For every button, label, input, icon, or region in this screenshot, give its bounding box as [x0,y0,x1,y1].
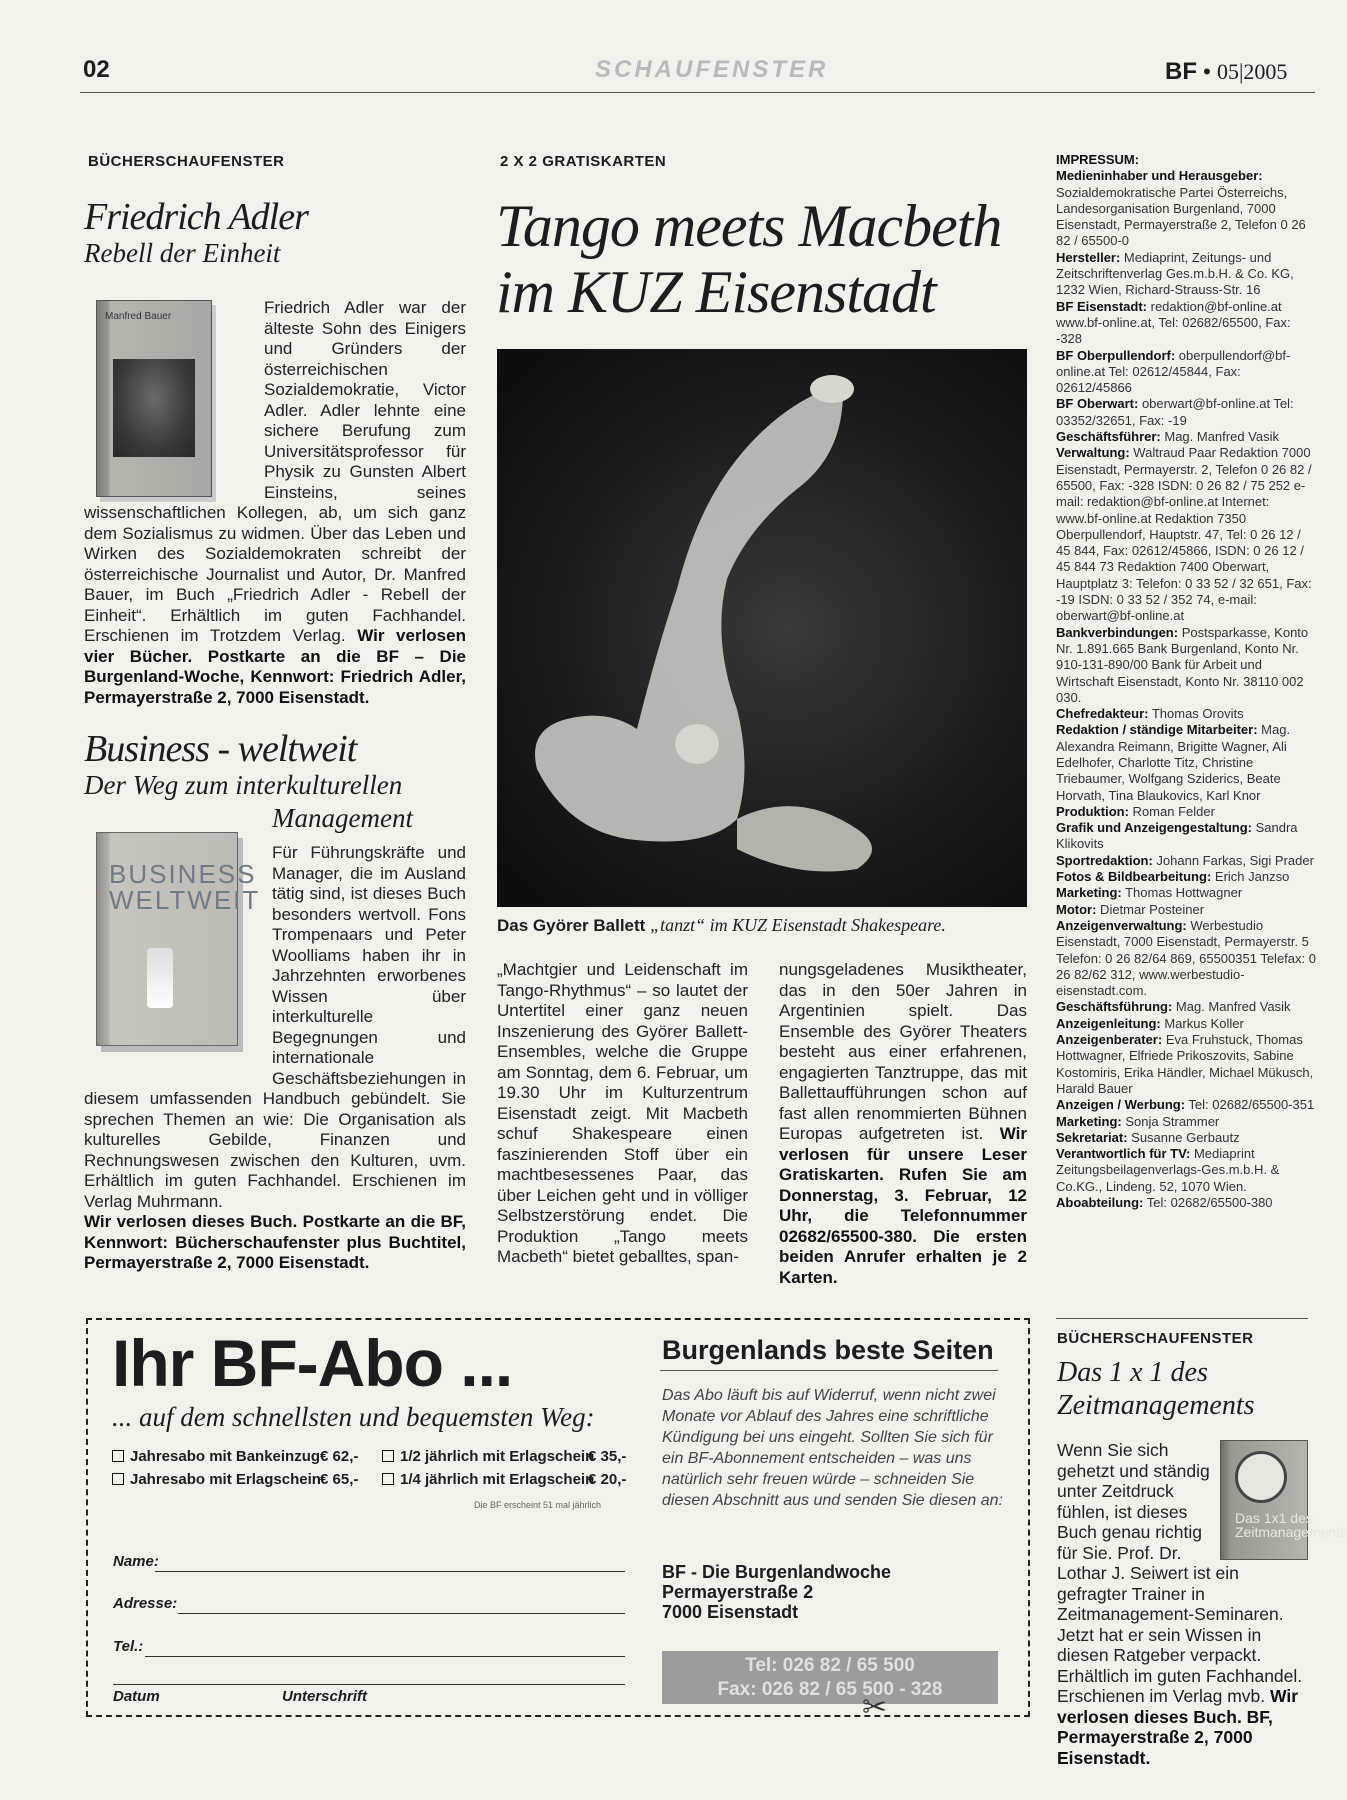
abo-heading-rule [660,1370,998,1371]
books-kicker: BÜCHERSCHAUFENSTER [88,153,285,170]
impressum-text: Eva Fruhstuck, Thomas Hottwagner, Elfriede Prikoszovits, Sabine Kostomiris, Erika Händler, Michael Mükusch, Harald Bauer [1056,1032,1314,1096]
checkbox[interactable] [112,1473,124,1485]
option-halbjaehrlich[interactable] [382,1448,594,1465]
impressum-text: Mag. Alexandra Reimann, Brigitte Wagner, Ali Edelhofer, Charlotte Titz, Christine Triebaumer, Wolfgang Sziderics, Beate Horvath, Tina Blaukovics, Karl Knor [1056,722,1291,803]
option-label: 1/2 jährlich mit Erlagschein [400,1448,595,1465]
impressum-text: Sonja Strammer [1121,1113,1220,1129]
address-line: 7000 Eisenstadt [662,1602,799,1622]
impressum-text: Waltraud Paar Redaktion 7000 Eisenstadt, Permayerstr. 2, Telefon 0 26 82 / 65500, Fax: -328 ISDN: 0 26 82 / 75 252 e-mail: redaktion@bf-online.at Internet: www.bf-online.at Redaktion 7350 Oberpullendorf, Hauptstr. 47, Tel: 0 26 12 / 45 844, Fax: 02612/45866, ISDN: 0 26 12 / 45 844 73 Redaktion 7400 Oberwart, Hauptplatz 3: Telefon: 0 33 52 / 32 651, Fax: -19 ISDN: 0 33 52 / 352 74, e-mail: oberwart@bf-online.at [1056,445,1312,624]
phone-field[interactable] [145,1656,625,1657]
address-label: Adresse: [113,1595,178,1612]
dancer-figure [497,349,1027,907]
impressum-entry [1056,445,1316,624]
impressum-label: Geschäftsführer: [1056,429,1161,445]
impressum-label: Hersteller: [1056,249,1121,265]
impressum-entry [1056,999,1316,1015]
issue-number: 05|2005 [1216,59,1288,84]
checkbox[interactable] [112,1450,124,1462]
impressum-text: oberpullendorf@bf-online.at Tel: 02612/45844, Fax: 02612/45866 [1056,347,1291,396]
impressum-text: Roman Felder [1128,803,1215,819]
dancer-photo [497,349,1027,907]
abo-contact-box [662,1651,998,1704]
abo-phone: Tel: 026 82 / 65 500 [745,1655,915,1676]
separator: • [1203,59,1211,84]
article-kicker: 2 X 2 GRATISKARTEN [500,153,667,170]
article-col-2-text: nungsgeladenes Musiktheater, das in den 50er Jahren in Argentinien spielt. Das Ensemble des Györer Theaters besteht aus einer erfahrenen, engagierten Tanztruppe, das mit Ballettaufführungen schon auf fast allen renommierten Bühnen Europas aufgetreten ist. [779,960,1027,1143]
impressum-entry [1056,853,1316,869]
book2-cover [96,832,261,1046]
impressum-text: oberwart@bf-online.at Tel: 03352/32651, Fax: -19 [1056,396,1294,428]
impressum-entry [1056,820,1316,853]
option-price: € 20,- [588,1471,627,1488]
issue-info [1165,58,1287,86]
book1-portrait [113,359,195,457]
abo-address [662,1562,891,1622]
scissors-icon: ✂ [862,1691,888,1724]
impressum-label: Anzeigenleitung: [1056,1015,1161,1031]
option-label: 1/4 jährlich mit Erlagschein [400,1471,595,1488]
impressum-entry [1056,1032,1316,1097]
impressum-text: Tel: 02682/65500-351 [1185,1097,1315,1113]
header-rule [80,92,1315,93]
impressum-label: Redaktion / ständige Mitarbeiter: [1056,722,1258,738]
impressum-entry [1056,885,1316,901]
impressum-text: Susanne Gerbautz [1127,1129,1240,1145]
address-line: BF - Die Burgenlandwoche [662,1562,892,1582]
impressum-text: Mag. Manfred Vasik [1172,999,1291,1015]
photo-caption [497,915,946,936]
impressum-text: Werbestudio Eisenstadt, 7000 Eisenstadt, Permayerstr. 5 Telefon: 0 26 82/64 869, 65500351 Telefax: 0 26 82/62 312, www.werbestudio-eisenstadt.com. [1056,917,1316,999]
address-field[interactable] [178,1613,625,1614]
signature-field[interactable] [113,1684,625,1685]
impressum-entry [1056,918,1316,999]
impressum-entry [1056,869,1316,885]
option-price: € 62,- [320,1448,359,1465]
article-contest: Wir verlosen für unsere Leser Gratiskarten. Rufen Sie am Donnerstag, 3. Februar, 12 Uhr, die Telefonnummer 02682/65500-380. Die ersten beiden Anrufer erhalten je 2 Karten. [779,1124,1027,1287]
option-price: € 35,- [588,1448,627,1465]
impressum-text: Mediaprint Zeitungsbeilagenverlags-Ges.m.b.H. & Co.KG., Lindeng. 52, 1070 Wien. [1056,1146,1280,1194]
impressum-text: Markus Koller [1160,1015,1244,1031]
book2-subtitle: Der Weg zum interkulturellen [84,770,403,800]
impressum-text: Thomas Orovits [1148,706,1244,722]
impressum-text: Sozialdemokratische Partei Österreichs, Landesorganisation Burgenland, 7000 Eisenstadt, Permayerstraße 2, Telefon 0 26 82 / 65500-0 [1056,184,1306,249]
impressum-entry [1056,168,1316,249]
impressum-label: Geschäftsführung: [1056,999,1173,1015]
impressum-entry [1056,299,1316,348]
article-col-2 [779,960,1027,1288]
impressum-label: Grafik und Anzeigengestaltung: [1056,820,1252,836]
impressum-text: Mediaprint, Zeitungs- und Zeitschriftenverlag Ges.m.b.H. & Co. KG, 1232 Wien, Richard-Strauss-Str. 16 [1056,249,1294,298]
book3-title: Das 1 x 1 des [1057,1357,1208,1388]
impressum-label: Produktion: [1056,803,1129,819]
book2-cover-text: BUSINESS WELTWEIT [109,859,261,915]
brand-label: BF [1165,58,1197,85]
book2-contest: Wir verlosen dieses Buch. Postkarte an die BF, Kennwort: Bücherschaufenster plus Buchtitel, Permayerstraße 2, 7000 Eisenstadt. [84,1212,466,1272]
abo-title: Ihr BF-Abo ... [112,1326,513,1400]
option-price: € 65,- [320,1471,359,1488]
impressum-text: redaktion@bf-online.at www.bf-online.at, Tel: 02682/65500, Fax: -328 [1056,298,1291,347]
book2-title: Business - weltweit [84,728,357,770]
impressum-entry [1056,250,1316,299]
book3-text: Wenn Sie sich gehetzt und ständig unter Zeitdruck fühlen, ist dieses Buch genau richtig für Sie. Prof. Dr. Lothar J. Seiwert ist ein gefragter Trainer in Zeitmanagement-Seminaren. Jetzt hat er sein Wissen in diesen Ratgeber verpackt. Erhältlich im guten Fachhandel. Erschienen im Verlag mvb. [1057,1440,1303,1706]
option-jahresabo-erlagschein[interactable] [112,1471,321,1488]
impressum-entry [1056,1114,1316,1130]
name-field[interactable] [155,1571,625,1572]
abo-description: Das Abo läuft bis auf Widerruf, wenn nicht zwei Monate vor Ablauf des Jahres eine schriftliche Kündigung bei uns eingeht. Sollten Sie sich für ein BF-Abonnement entscheiden – was uns natürlich sehr freuen würde – schneiden Sie diesen Abschnitt aus und senden Sie diesen an: [662,1387,1003,1509]
book1-contest: Wir verlosen vier Bücher. Postkarte an die BF – Die Burgenland-Woche, Kennwort: Friedrich Adler, Permayerstraße 2, 7000 Eisenstadt. [84,626,466,707]
checkbox[interactable] [382,1450,394,1462]
article-col-1: „Machtgier und Leidenschaft im Tango-Rhythmus“ – so lautet der Untertitel einer ganz neuen Inszenierung des Györer Ballett-Ensembles, welche die Gruppe am Sonntag, dem 6. Februar, um 19.30 Uhr im Kulturzentrum Eisenstadt zeigt. Mit Macbeth schuf Shakespeare einen faszinierenden Stoff über ein machtbesessenes Paar, das über Leichen geht und in völliger Selbstzerstörung endet. Die Produktion „Tango meets Macbeth“ bietet geballtes, span- [497,960,748,1266]
date-label: Datum [113,1688,160,1705]
impressum-label: Medieninhaber und Herausgeber: [1056,168,1263,184]
impressum-entry [1056,625,1316,706]
impressum-label: Aboabteilung: [1056,1195,1144,1210]
book1-title: Friedrich Adler [84,196,308,238]
option-vierteljaehrlich[interactable] [382,1471,594,1488]
book3-kicker: BÜCHERSCHAUFENSTER [1057,1330,1254,1347]
book3-contest: Wir verlosen dieses Buch. BF, Permayerstraße 2, 7000 Eisenstadt. [1057,1686,1299,1768]
impressum-entry [1056,348,1316,397]
impressum-label: BF Eisenstadt: [1056,298,1148,314]
caption-bold: Das Györer Ballett [497,916,646,935]
caption-italic: „tanzt“ im KUZ Eisenstadt Shakespeare. [650,915,946,935]
impressum-text: Postsparkasse, Konto Nr. 1.891.665 Bank Burgenland, Konto Nr. 910-131-890/00 Bank für Arbeit und Wirtschaft Eisenstadt, Konto Nr. 38110 002 030. [1056,624,1309,705]
impressum-entry [1056,429,1316,445]
impressum-label: IMPRESSUM: [1056,152,1140,167]
impressum-entry [1056,722,1316,803]
book2-subtitle-2: Management [272,803,413,833]
impressum-text: Tel: 02682/65500-380 [1143,1195,1273,1210]
impressum-entry [1056,902,1316,918]
section-title: SCHAUFENSTER [595,56,829,83]
impressum-entry [1056,1130,1316,1146]
option-label: Jahresabo mit Bankeinzug [130,1448,321,1465]
book3-title-2: Zeitmanagements [1057,1390,1255,1421]
abo-heading: Burgenlands beste Seiten [662,1335,994,1365]
impressum-label: Fotos & Bildbearbeitung: [1056,869,1212,885]
book1-text: Friedrich Adler war der älteste Sohn des Einigers und Gründers der österreichischen Sozialdemokratie, Victor Adler. Adler lehnte eine sichere Berufung zum Universitätsprofessor für Physik zu Gunsten Albert Einsteins, seines wissenschaftlichen Kollegen, ab, um sich ganz dem Sozialismus zu widmen. Über das Leben und Wirken des Sozialdemokraten schreibt der österreichische Journalist und Autor, Dr. Manfred Bauer, im Buch „Friedrich Adler - Rebell der Einheit“. Erhältlich im guten Fachhandel. Erschienen im Trotzdem Verlag. [84,298,466,645]
impressum-text: Sandra Klikovits [1056,820,1298,852]
impressum-entry [1056,152,1316,168]
impressum-label: Anzeigenberater: [1056,1032,1163,1048]
impressum-entry [1056,1016,1316,1032]
option-label: Jahresabo mit Erlagschein [130,1471,321,1488]
option-jahresabo-bank[interactable] [112,1448,320,1465]
book1-cover [96,300,212,497]
impressum-text: Johann Farkas, Sigi Prader [1152,852,1314,868]
book2-text: Für Führungskräfte und Manager, die im Ausland tätig sind, ist dieses Buch besonders wertvoll. Fons Trompenaars und Peter Woolliams haben ihr in Jahrzehnten erworbenes Wissen über interkulturelle Begegnungen und internationale Geschäftsbeziehungen in diesem umfassenden Handbuch gebündelt. Sie sprechen Themen an wie: Die Organisation als kulturelles Gebilde, Finanzen und Rechnungswesen zwischen den Kulturen, uvm. Erhältlich im guten Fachhandel. Erschienen im Verlag Muhrmann. [84,843,466,1211]
abo-subtitle: ... auf dem schnellsten und bequemsten Weg: [112,1402,595,1432]
impressum-rule [1056,1318,1308,1319]
book3-cover [1220,1440,1347,1560]
impressum-label: Verantwortlich für TV: [1056,1146,1191,1162]
impressum [1056,152,1316,1211]
abo-fax: Fax: 026 82 / 65 500 - 328 [717,1679,943,1700]
impressum-label: Marketing: [1056,885,1122,901]
article-title-2: im KUZ Eisenstadt [496,259,936,325]
abo-note: Die BF erscheint 51 mal jährlich [474,1500,602,1510]
impressum-label: BF Oberwart: [1056,396,1139,412]
impressum-label: Chefredakteur: [1056,706,1149,722]
impressum-entry [1056,1195,1316,1211]
impressum-text: Thomas Hottwagner [1121,885,1243,901]
impressum-label: BF Oberpullendorf: [1056,347,1176,363]
candle-icon [147,948,173,1008]
article-title-1: Tango meets Macbeth [496,193,1002,259]
impressum-label: Sportredaktion: [1056,852,1153,868]
impressum-label: Anzeigen / Werbung: [1056,1097,1186,1113]
clock-icon [1235,1451,1287,1503]
checkbox[interactable] [382,1473,394,1485]
book1-cover-text: Manfred Bauer [105,311,172,322]
phone-label: Tel.: [113,1638,144,1655]
impressum-entry [1056,1097,1316,1113]
impressum-label: Motor: [1056,901,1097,917]
impressum-text: Mag. Manfred Vasik [1160,429,1280,445]
book1-subtitle: Rebell der Einheit [84,238,281,268]
impressum-text: Dietmar Posteiner [1096,901,1205,917]
impressum-label: Sekretariat: [1056,1129,1128,1145]
impressum-label: Verwaltung: [1056,445,1130,461]
impressum-label: Marketing: [1056,1113,1122,1129]
signature-label: Unterschrift [282,1688,368,1705]
book3-cover-text: Das 1x1 des Zeitmanagements [1235,1510,1347,1540]
impressum-entry [1056,706,1316,722]
impressum-label: Bankverbindungen: [1056,624,1179,640]
impressum-label: Anzeigenverwaltung: [1056,917,1187,933]
impressum-text: Erich Janzso [1211,869,1290,885]
name-label: Name: [113,1553,159,1570]
address-line: Permayerstraße 2 [662,1582,814,1602]
impressum-entry [1056,396,1316,429]
impressum-entry [1056,1146,1316,1195]
page-number: 02 [83,56,110,83]
impressum-entry [1056,804,1316,820]
